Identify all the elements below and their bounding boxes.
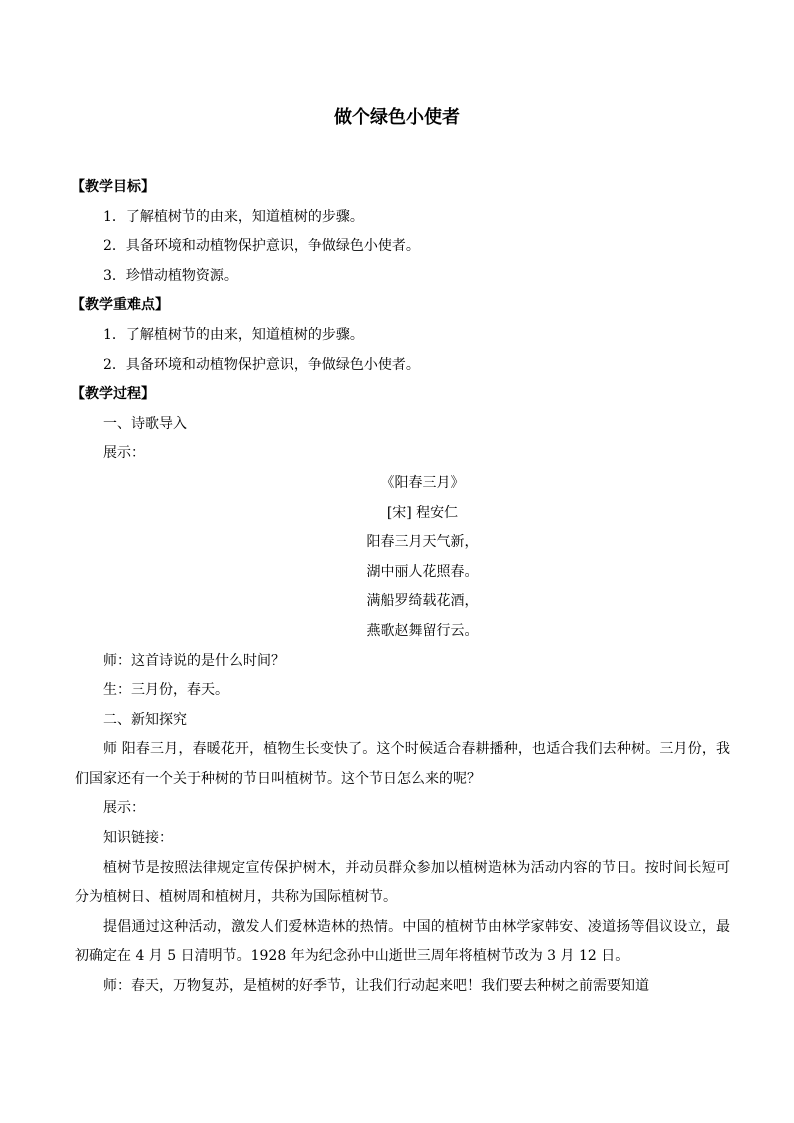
poem-author: [宋] 程安仁 — [386, 504, 459, 521]
paragraph: 提倡通过这种活动，激发人们爱林造林的热情。中国的植树节由林学家韩安、凌道扬等倡议设立，最初确定在 4 月 5 日清明节。1928 年为纪念孙中山逝世三周年将植树节改为 3 月 12 日。 — [75, 918, 730, 965]
poem-line: 满船罗绮载花酒， — [366, 593, 479, 610]
poem-title: 《阳春三月》 — [380, 474, 465, 491]
poem-line: 阳春三月天气新， — [366, 534, 479, 551]
paragraph: 植树节是按照法律规定宣传保护树木，并动员群众参加以植树造林为活动内容的节日。按时间长短可分为植树日、植树周和植树月，共称为国际植树节。 — [75, 859, 730, 906]
section-heading: 一、诗歌导入 — [103, 415, 187, 432]
show-label: 展示： — [103, 445, 145, 462]
goal-item: 1．了解植树节的由来，知道植树的步骤。 — [103, 208, 364, 225]
show-label: 展示： — [103, 800, 145, 817]
teacher-question: 师：这首诗说的是什么时间？ — [103, 652, 285, 669]
section-heading: 二、新知探究 — [103, 711, 187, 728]
goals-heading: 【教学目标】 — [71, 179, 155, 195]
goal-item: 3．珍惜动植物资源。 — [103, 267, 238, 284]
paragraph: 师 阳春三月，春暖花开，植物生长变快了。这个时候适合春耕播种，也适合我们去种树。三月份，我们国家还有一个关于种树的节日叫植树节。这个节日怎么来的呢？ — [75, 741, 730, 787]
keypoint-item: 2．具备环境和动植物保护意识，争做绿色小使者。 — [103, 356, 420, 373]
paragraph: 师：春天，万物复苏，是植树的好季节，让我们行动起来吧！我们要去种树之前需要知道 — [103, 978, 649, 995]
poem-line: 湖中丽人花照春。 — [366, 563, 479, 580]
keypoint-item: 1．了解植树节的由来，知道植树的步骤。 — [103, 326, 364, 343]
process-heading: 【教学过程】 — [71, 386, 155, 403]
keypoints-heading: 【教学重难点】 — [71, 297, 169, 314]
goal-item: 2．具备环境和动植物保护意识，争做绿色小使者。 — [103, 238, 420, 255]
document-body — [71, 173, 730, 1002]
poem-line: 燕歌赵舞留行云。 — [366, 622, 479, 639]
knowledge-link-label: 知识链接： — [103, 830, 173, 847]
student-answer: 生：三月份，春天。 — [103, 682, 229, 699]
page-title: 做个绿色小使者 — [334, 107, 460, 128]
